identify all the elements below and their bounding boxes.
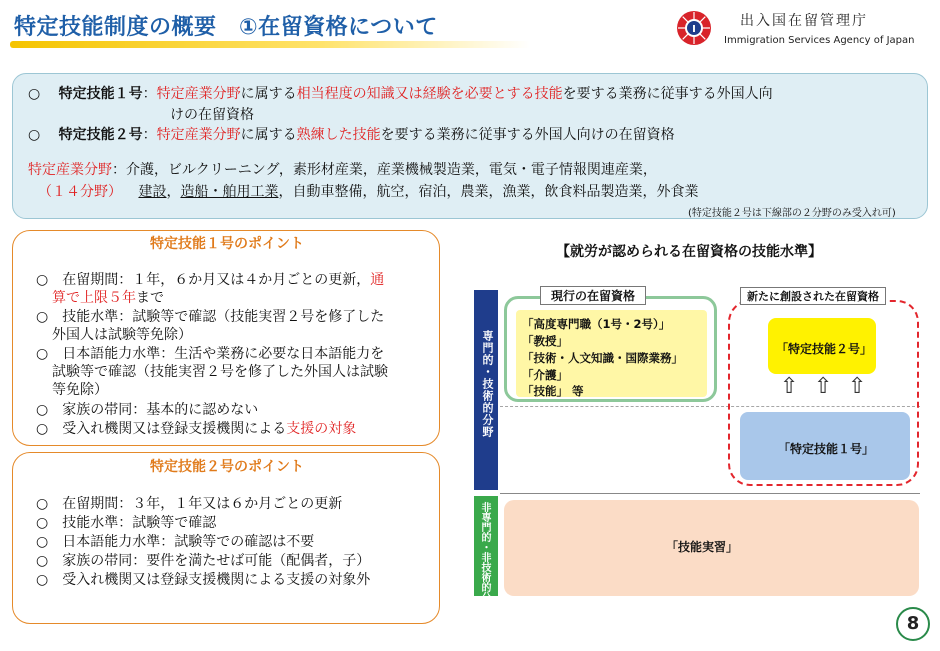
fields-list-1: ：介護，ビルクリーニング，素形材産業，産業機械製造業，電気・電子情報関連産業， [112, 162, 657, 178]
specified-fields-ref: 特定産業分野 [156, 86, 241, 102]
skill-requirement: 熟練した技能 [296, 127, 381, 143]
specified-fields-ref: 特定産業分野 [156, 127, 241, 143]
ssw1-summary-cont: けの在留資格 [170, 107, 254, 123]
ssw2-label: 特定技能２号 [58, 127, 143, 143]
text: ○ 受入れ機関又は登録支援機関による [36, 421, 287, 437]
ssw2-point-family: ○ 家族の帯同：要件を満たせば可能（配偶者，子） [36, 553, 371, 569]
ssw1-point-japanese-cont1: 試験等で確認（技能実習２号を修了した外国人は試験 [52, 364, 388, 380]
ssw1-box-label: 「特定技能１号」 [778, 442, 875, 456]
separator: ， [166, 184, 181, 200]
current-item: 「教授」 [522, 334, 568, 348]
axis-specialized-label: 専門的・技術的分野 [481, 330, 494, 438]
ssw1-label: 特定技能１号 [58, 86, 143, 102]
text: まで [136, 290, 164, 306]
ssw2-box-label: 「特定技能２号」 [776, 342, 873, 356]
fields-line-2 [38, 181, 698, 201]
fields-count: （１４分野） [38, 184, 122, 200]
current-item: 「介護」 [522, 368, 568, 382]
bullet: ○ [28, 86, 41, 102]
agency-name-ja: 出入国在留管理庁 [740, 13, 868, 29]
text: を要する業務に従事する外国人向けの在留資格 [380, 127, 675, 143]
axis-nonspecialized-label: 非専門的・非技術的分野 [479, 502, 490, 612]
text: ○ 在留期間：１年，６か月又は４か月ごとの更新， [36, 272, 371, 288]
fields-list-2: ，自動車整備，航空，宿泊，農業，漁業，飲食料品製造業，外食業 [278, 184, 699, 200]
skill-requirement: 相当程度の知識又は経験を必要とする技能 [296, 86, 563, 102]
level-divider-solid [500, 493, 920, 494]
up-arrow-icon: ⇧ [848, 374, 867, 399]
field-construction: 建設 [138, 184, 167, 200]
ssw1-point-japanese: ○ 日本語能力水準：生活や業務に必要な日本語能力を [36, 346, 385, 362]
colon: ： [142, 86, 157, 102]
bullet: ○ [28, 127, 41, 143]
ssw2-point-period: ○ 在留期間：３年，１年又は６か月ごとの更新 [36, 496, 343, 512]
agency-name-en: Immigration Services Agency of Japan [724, 35, 915, 46]
diagram-title: 【就労が認められる在留資格の技能水準】 [556, 244, 822, 260]
title-underline [10, 41, 530, 48]
ssw2-point-japanese: ○ 日本語能力水準：試験等での確認は不要 [36, 534, 315, 550]
ssw2-point-skill: ○ 技能水準：試験等で確認 [36, 515, 217, 531]
text: に属する [240, 127, 297, 143]
ssw1-summary [28, 83, 773, 103]
up-arrow-icon: ⇧ [814, 374, 833, 399]
field-shipbuilding: 造船・舶用工業 [180, 184, 279, 200]
current-item: 「技能」 等 [522, 384, 584, 398]
fields-label: 特定産業分野 [28, 162, 112, 178]
up-arrow-icon: ⇧ [780, 374, 799, 399]
text-red: 通 [370, 272, 385, 288]
page-number: 8 [896, 607, 930, 641]
ssw1-points-title: 特定技能１号のポイント [150, 236, 304, 252]
ssw1-point-period [36, 272, 384, 288]
ssw2-points-title: 特定技能２号のポイント [150, 459, 304, 475]
agency-emblem-icon [676, 10, 712, 46]
colon: ： [142, 127, 157, 143]
text-red: 算で上限５年 [52, 290, 136, 306]
fields-line-1 [28, 159, 657, 179]
current-item: 「高度専門職（1号・2号）」 [522, 317, 671, 331]
current-item: 「技術・人文知識・国際業務」 [522, 351, 683, 365]
ssw1-point-period-cont [52, 290, 164, 306]
ssw2-summary [28, 124, 675, 144]
ssw1-point-skill-cont: 外国人は試験等免除） [52, 327, 192, 343]
ssw1-point-support [36, 421, 356, 437]
ssw1-point-family: ○ 家族の帯同：基本的に認めない [36, 402, 259, 418]
ssw1-point-skill: ○ 技能水準：試験等で確認（技能実習２号を修了した [36, 309, 385, 325]
ssw1-point-japanese-cont2: 等免除） [52, 382, 108, 398]
page-title: 特定技能制度の概要 ①在留資格について [14, 15, 438, 40]
new-status-label: 新たに創設された在留資格 [740, 287, 886, 305]
ssw2-point-support: ○ 受入れ機関又は登録支援機関による支援の対象外 [36, 572, 371, 588]
text: を要する業務に従事する外国人向 [562, 86, 773, 102]
current-status-label: 現行の在留資格 [540, 286, 646, 305]
text-red: 支援の対象 [286, 421, 357, 437]
text: に属する [240, 86, 297, 102]
fields-note: (特定技能２号は下線部の２分野のみ受入れ可) [688, 208, 896, 219]
svg-text:I: I [692, 24, 696, 35]
technical-intern-label: 「技能実習」 [666, 540, 739, 554]
